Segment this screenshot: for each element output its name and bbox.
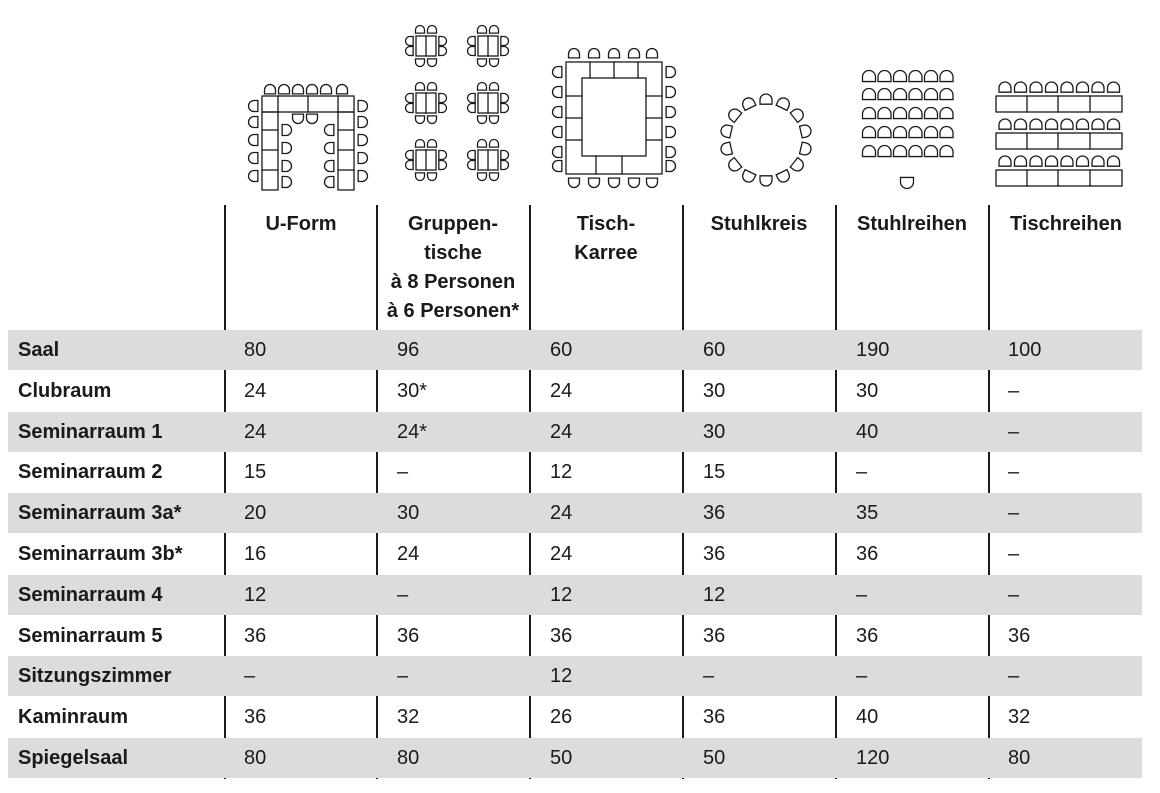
column-header-line: Gruppen-: [408, 213, 498, 235]
column-header-line: Tisch-: [576, 213, 636, 235]
column-header-line: Karree: [574, 242, 638, 264]
group-tables-icon: [406, 26, 509, 181]
capacity-cell: 80: [1008, 747, 1031, 769]
capacity-cell: 40: [856, 420, 879, 443]
capacity-cell: 30: [703, 379, 726, 402]
capacity-cell: 30: [703, 420, 726, 443]
capacity-cell: 100: [1008, 339, 1042, 361]
capacity-cell: 36: [1008, 624, 1031, 647]
capacity-cell: –: [1008, 420, 1020, 443]
capacity-cell: 36: [550, 624, 573, 647]
room-name: Seminarraum 3a*: [18, 502, 182, 525]
room-name: Seminarraum 3b*: [18, 543, 183, 565]
table-row: [8, 575, 1142, 615]
capacity-cell: 36: [856, 624, 879, 647]
table-row: [8, 493, 1142, 533]
table-row: [8, 371, 1142, 411]
capacity-cell: 35: [856, 502, 879, 525]
capacity-cell: 40: [856, 706, 879, 729]
capacity-cell: 36: [856, 543, 879, 565]
capacity-cell: 36: [703, 624, 726, 647]
capacity-cell: –: [1008, 665, 1020, 688]
capacity-cell: 12: [703, 583, 726, 606]
capacity-cell: 32: [1008, 706, 1031, 729]
capacity-cell: 12: [550, 461, 573, 484]
capacity-cell: 30: [856, 379, 879, 402]
table-row: [8, 656, 1142, 696]
capacity-cell: 60: [703, 339, 726, 361]
capacity-cell: 24: [244, 420, 267, 443]
capacity-cell: –: [856, 461, 868, 484]
column-header-line: Stuhlkreis: [710, 213, 808, 235]
capacity-cell: –: [397, 583, 409, 606]
capacity-cell: 96: [397, 339, 420, 361]
capacity-cell: –: [397, 665, 409, 688]
capacity-cell: 36: [244, 706, 267, 729]
column-header-gruppen: [378, 210, 528, 326]
room-name: Spiegelsaal: [18, 747, 129, 769]
capacity-cell: –: [244, 665, 256, 688]
capacity-cell: 12: [244, 583, 267, 606]
capacity-cell: 24*: [397, 420, 428, 443]
room-name: Seminarraum 5: [18, 624, 163, 647]
capacity-cell: 15: [703, 461, 726, 484]
capacity-cell: –: [856, 583, 868, 606]
column-header-tischreihen: [990, 210, 1142, 239]
room-name: Saal: [18, 339, 60, 361]
capacity-cell: 24: [550, 379, 573, 402]
chair-rows-icon: [863, 71, 954, 189]
capacity-cell: 20: [244, 502, 267, 525]
capacity-cell: 24: [550, 543, 573, 565]
room-name: Kaminraum: [18, 706, 129, 729]
room-name: Seminarraum 2: [18, 461, 163, 484]
capacity-cell: 36: [703, 706, 726, 729]
chair-circle-icon: [720, 94, 812, 186]
room-name: Sitzungszimmer: [18, 665, 172, 688]
column-header-line: à 8 Personen: [390, 271, 516, 293]
table-row: [8, 452, 1142, 492]
capacity-cell: 30*: [397, 379, 428, 402]
capacity-cell: –: [1008, 461, 1020, 484]
capacity-cell: 190: [856, 339, 890, 361]
capacity-cell: 80: [397, 747, 420, 769]
capacity-cell: 60: [550, 339, 573, 361]
capacity-cell: –: [397, 461, 409, 484]
capacity-cell: 36: [703, 543, 726, 565]
capacity-cell: 80: [244, 747, 267, 769]
capacity-cell: 32: [397, 706, 420, 729]
capacity-cell: 16: [244, 543, 267, 565]
table-rows-icon: [996, 82, 1122, 186]
column-header-karree: [531, 210, 681, 268]
column-header-stuhlreihen: [837, 210, 987, 239]
capacity-cell: 50: [703, 747, 726, 769]
capacity-cell: 80: [244, 339, 267, 361]
column-header-stuhlkreis: [684, 210, 834, 239]
capacity-cell: 36: [703, 502, 726, 525]
table-row: [8, 738, 1142, 778]
table-row: [8, 616, 1142, 656]
capacity-cell: 50: [550, 747, 573, 769]
column-header-line: à 6 Personen*: [386, 300, 520, 322]
column-header-line: Stuhlreihen: [856, 213, 967, 235]
capacity-cell: 24: [397, 543, 420, 565]
capacity-cell: –: [1008, 583, 1020, 606]
capacity-cell: 12: [550, 583, 573, 606]
capacity-cell: 36: [397, 624, 420, 647]
capacity-cell: 12: [550, 665, 573, 688]
capacity-cell: 120: [856, 747, 890, 769]
column-header-line: tische: [424, 242, 482, 264]
capacity-cell: 24: [244, 379, 267, 402]
capacity-cell: –: [1008, 543, 1020, 565]
table-row: [8, 412, 1142, 452]
table-row: [8, 534, 1142, 574]
room-name: Seminarraum 4: [18, 583, 163, 606]
column-header-line: Tischreihen: [1010, 213, 1122, 235]
seating-layout-icons: [0, 0, 1160, 200]
capacity-cell: –: [1008, 379, 1020, 402]
capacity-cell: 24: [550, 420, 573, 443]
room-name: Clubraum: [18, 379, 112, 402]
capacity-cell: 36: [244, 624, 267, 647]
capacity-cell: 26: [550, 706, 573, 729]
capacity-cell: 15: [244, 461, 267, 484]
u-form-icon: [249, 85, 368, 191]
column-header-uform: [226, 210, 376, 239]
capacity-cell: 30: [397, 502, 420, 525]
capacity-cell: –: [703, 665, 715, 688]
column-header-line: U-Form: [265, 213, 337, 235]
table-row: [8, 697, 1142, 737]
room-name: Seminarraum 1: [18, 420, 163, 443]
capacity-cell: –: [856, 665, 868, 688]
table-row: [8, 330, 1142, 370]
table-square-icon: [553, 49, 676, 188]
capacity-cell: –: [1008, 502, 1020, 525]
capacity-cell: 24: [550, 502, 573, 525]
